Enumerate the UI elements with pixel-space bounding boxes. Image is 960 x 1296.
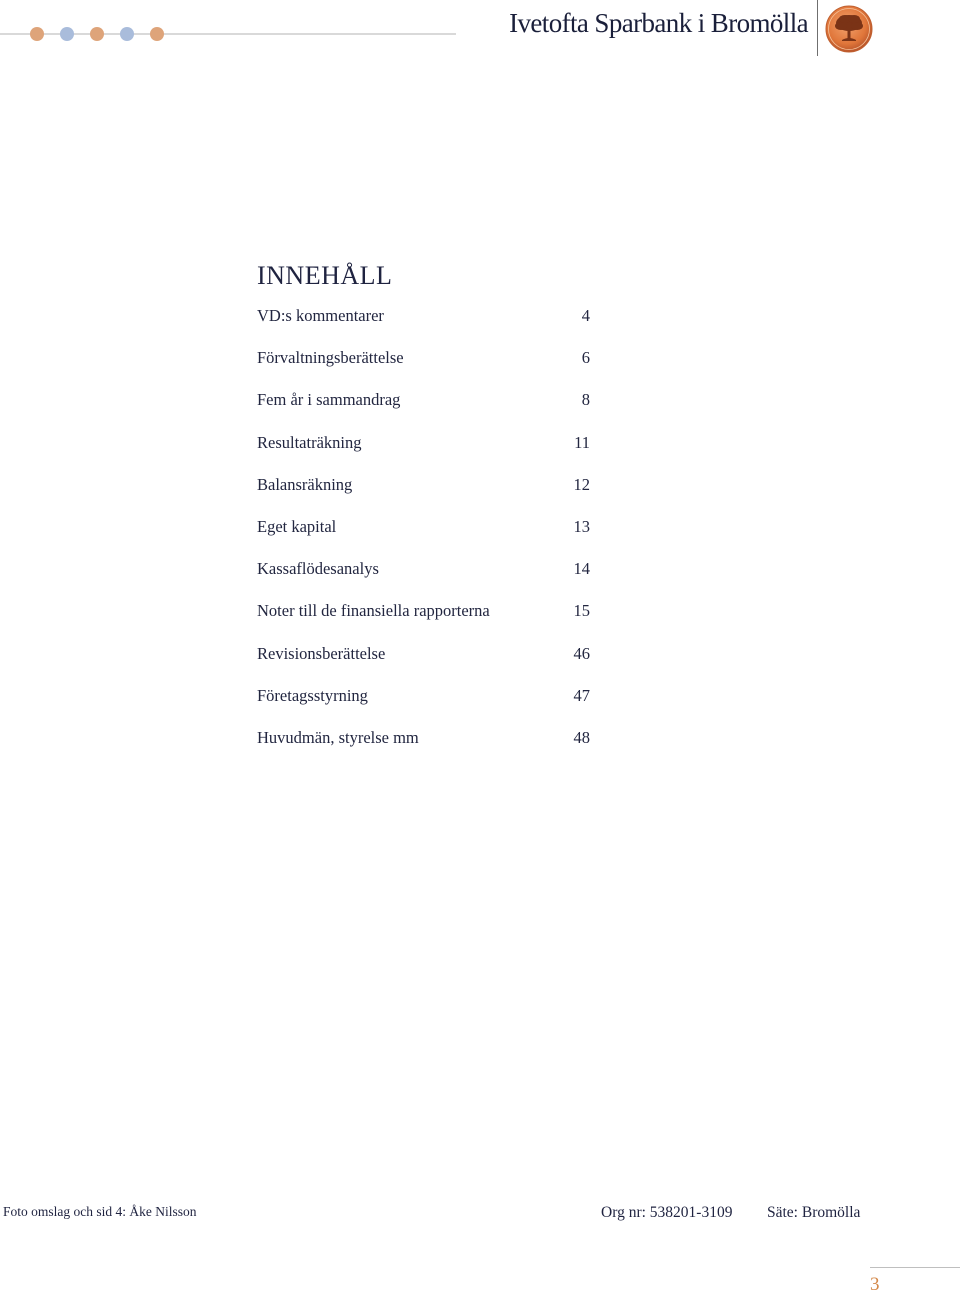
toc-entry [257,475,590,517]
page-number: 3 [870,1274,880,1295]
toc-entry-page: 15 [573,601,590,621]
toc-entry-label: Revisionsberättelse [257,643,386,663]
toc-entry-label: Förvaltningsberättelse [257,348,404,368]
toc-entry [257,306,590,348]
toc-entry [257,517,590,559]
toc-entry-page: 13 [573,516,590,536]
toc-entry [257,644,590,686]
toc-entry [257,348,590,390]
oak-tree-logo-icon [825,5,873,53]
toc-entry [257,559,590,601]
toc-entry-label: Fem år i sammandrag [257,390,401,410]
registered-office: Säte: Bromölla [767,1204,861,1221]
decorative-dot [150,27,164,41]
toc-entry-page: 8 [581,390,590,410]
toc-entry [257,433,590,475]
org-number: Org nr: 538201-3109 [601,1204,733,1221]
decorative-dot [120,27,134,41]
toc-entry-page: 14 [573,559,590,579]
page-number-line [870,1267,960,1268]
toc-entry-label: Balansräkning [257,474,353,494]
bank-name: Ivetofta Sparbank i Bromölla [509,8,808,38]
toc-title: INNEHÅLL [257,261,393,290]
toc-entry-page: 11 [574,432,590,452]
toc-entry-label: Noter till de finansiella rapporterna [257,601,490,621]
toc-entry-label: Resultaträkning [257,432,362,452]
header-divider [817,0,818,56]
decorative-dot [60,27,74,41]
toc-entry-page: 12 [573,474,590,494]
header-decoration [0,24,460,44]
table-of-contents [257,258,590,770]
toc-entry-page: 48 [573,727,590,747]
toc-entry-label: Eget kapital [257,516,337,536]
toc-entry [257,728,590,770]
decorative-dot [30,27,44,41]
toc-entry-page: 4 [581,306,590,325]
photo-credit: Foto omslag och sid 4: Åke Nilsson [3,1204,197,1219]
toc-entry-page: 46 [573,643,590,663]
toc-entry-label: Företagsstyrning [257,685,368,705]
toc-entry [257,686,590,728]
toc-entry [257,601,590,643]
toc-entry-page: 47 [573,685,590,705]
toc-entry-page: 6 [581,348,590,368]
decorative-dot [90,27,104,41]
toc-entry-label: Huvudmän, styrelse mm [257,727,419,747]
toc-entry [257,390,590,432]
toc-entry-label: VD:s kommentarer [257,306,384,325]
toc-entry-label: Kassaflödesanalys [257,559,379,579]
